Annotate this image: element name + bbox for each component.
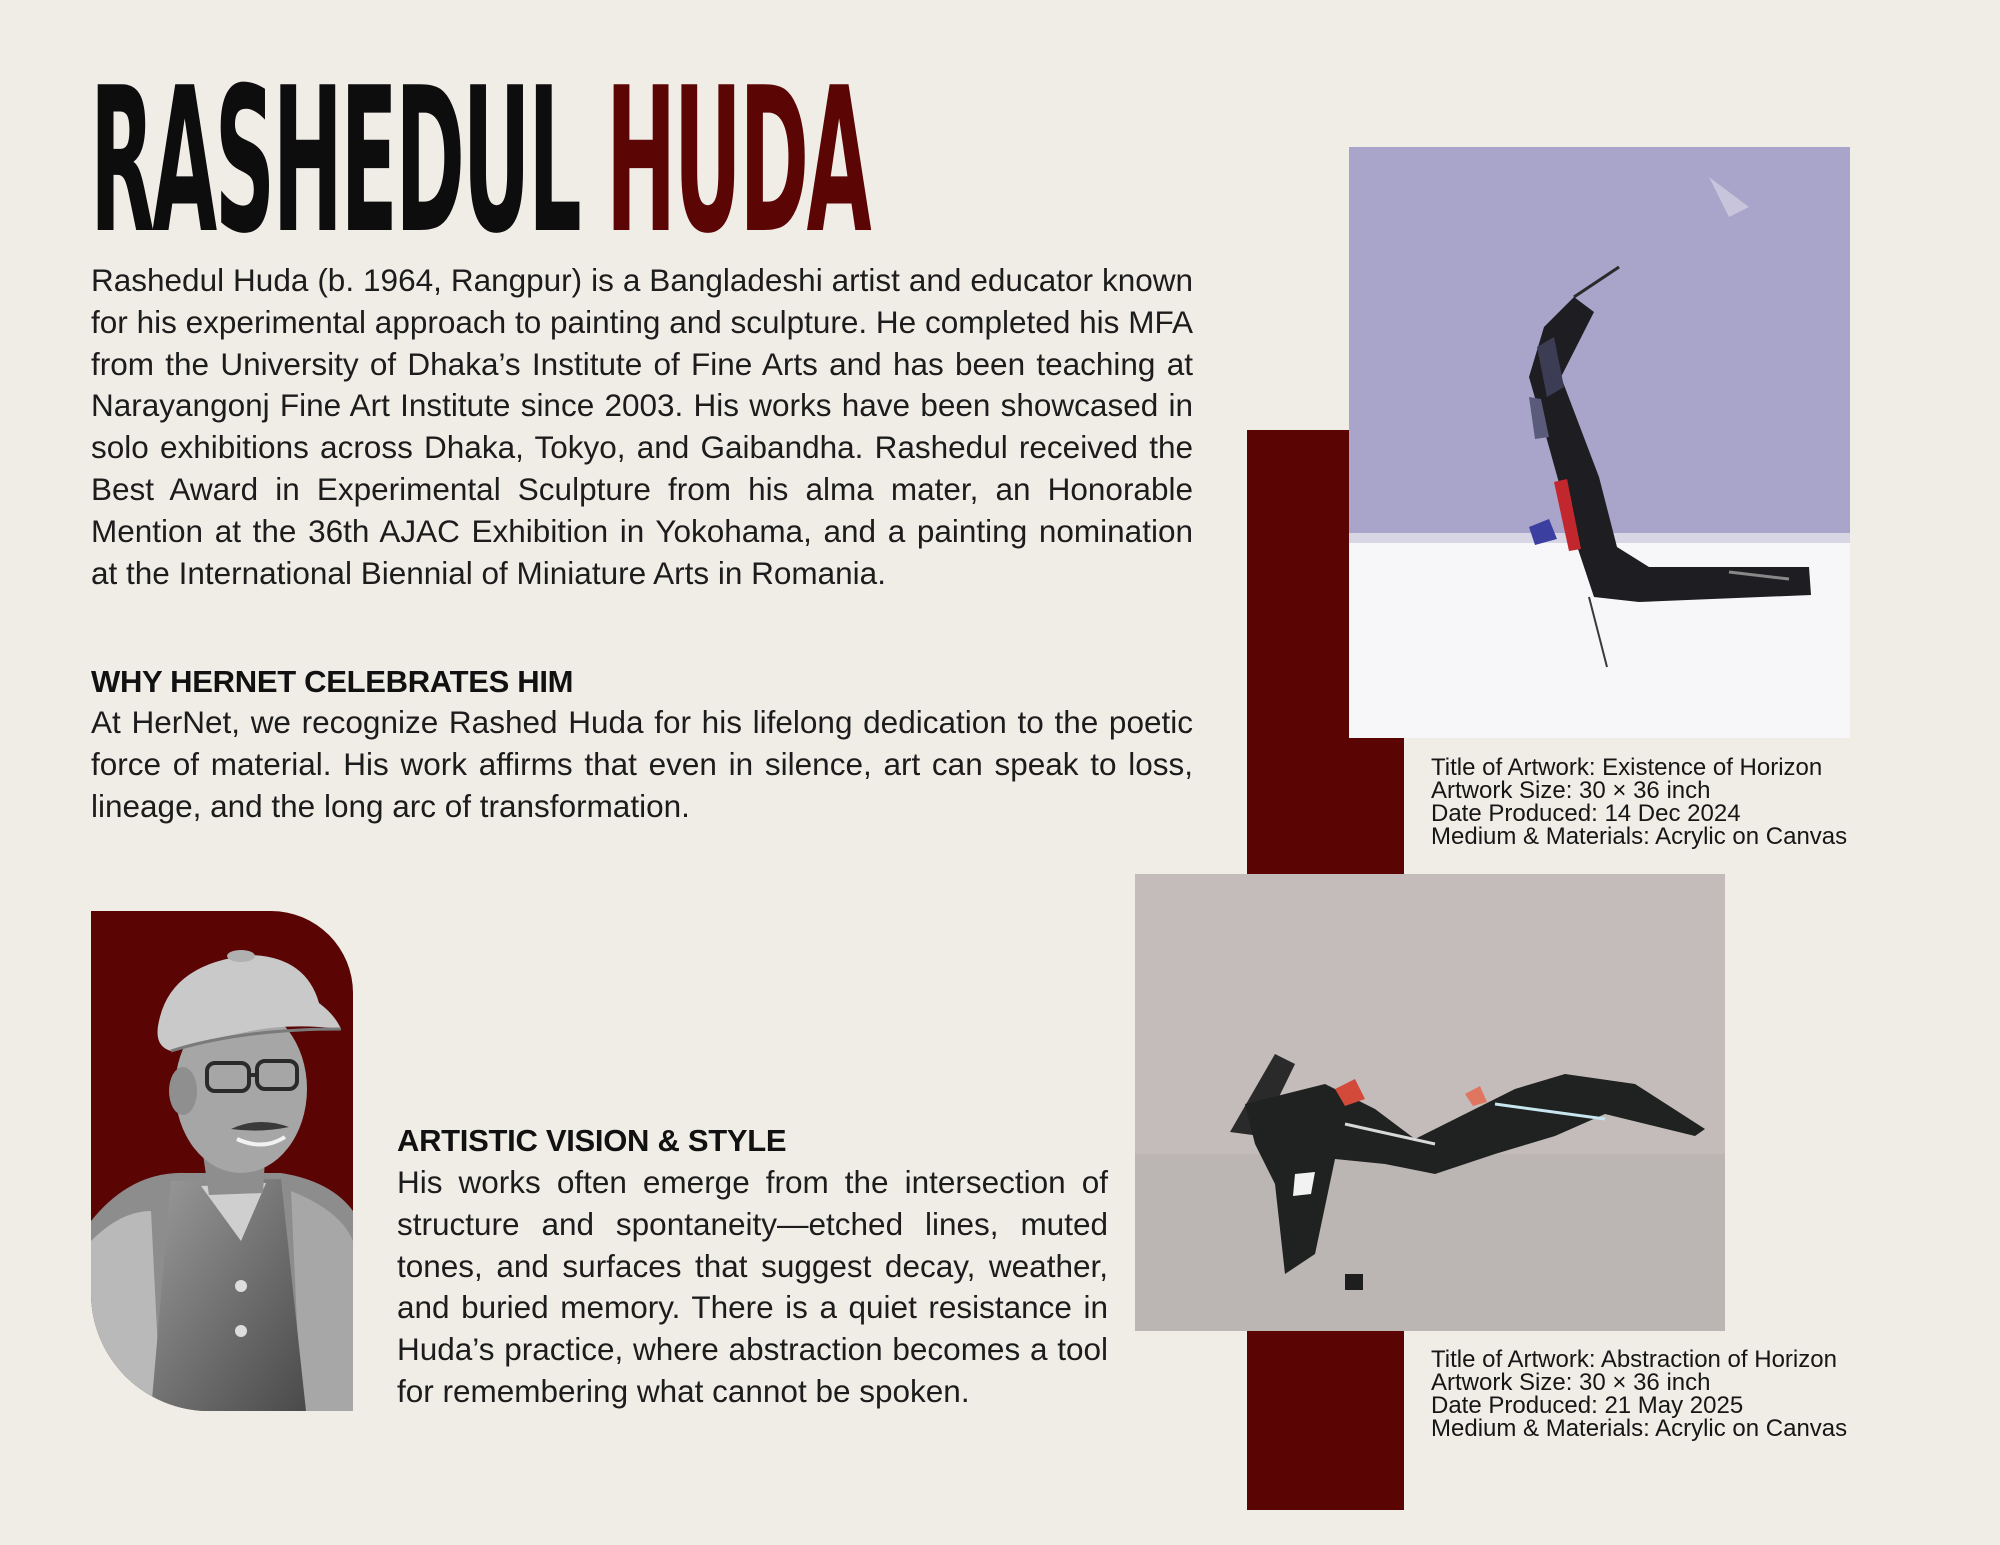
artwork-2-date: Date Produced: 21 May 2025 [1431,1392,1744,1419]
artwork-1-image [1349,147,1850,738]
artwork-2-size: Artwork Size: 30 × 36 inch [1431,1369,1711,1396]
artwork-existence-of-horizon [1349,147,1850,738]
biography-paragraph: Rashedul Huda (b. 1964, Rangpur) is a Bangladeshi artist and educator known for his experimental approach to painting and sculpture. He completed his MFA from the University of Dhaka’s Institute of Fine Arts and has been teaching at Narayangonj Fine Art Institute since 2003. His works have been showcased in solo exhibitions across Dhaka, Tokyo, and Gaibandha. Rashedul received the Best Award in Experimental Sculpture from his alma mater, an Honorable Mention at the 36th AJAC Exhibition in Yokohama, and a painting nomination at the International Biennial of Miniature Arts in Romania. [91,262,1193,591]
artwork-2-image [1135,874,1725,1331]
artwork-1-caption [1431,756,1847,848]
artist-first-name: RASHEDUL [90,45,580,278]
artwork-1-size: Artwork Size: 30 × 36 inch [1431,777,1711,804]
artist-portrait [91,911,353,1411]
hernet-heading: WHY HERNET CELEBRATES HIM [91,664,574,699]
artwork-2-medium: Medium & Materials: Acrylic on Canvas [1431,1415,1848,1442]
artist-last-name: HUDA [605,45,870,278]
artwork-1-medium: Medium & Materials: Acrylic on Canvas [1431,823,1848,850]
artwork-2-caption [1431,1348,1847,1440]
artwork-1-title: Title of Artwork: Existence of Horizon [1431,754,1823,781]
portrait-illustration [91,911,353,1411]
accent-bar-bottom [1247,1330,1404,1510]
vision-paragraph: His works often emerge from the intersection of structure and spontaneity—etched lines, muted tones, and surfaces that suggest decay, weather, and buried memory. There is a quiet resistance in Huda’s practice, where abstraction becomes a tool for remembering what cannot be spoken. [397,1164,1108,1409]
artist-name-title [90,45,870,278]
artwork-2-title: Title of Artwork: Abstraction of Horizon [1431,1346,1837,1373]
vision-heading: ARTISTIC VISION & STYLE [397,1123,787,1158]
artwork-abstraction-of-horizon [1135,874,1725,1331]
hernet-paragraph: At HerNet, we recognize Rashed Huda for his lifelong dedication to the poetic force of material. His work affirms that even in silence, art can speak to loss, lineage, and the long arc of transformation. [91,704,1193,824]
artwork-1-date: Date Produced: 14 Dec 2024 [1431,800,1741,827]
